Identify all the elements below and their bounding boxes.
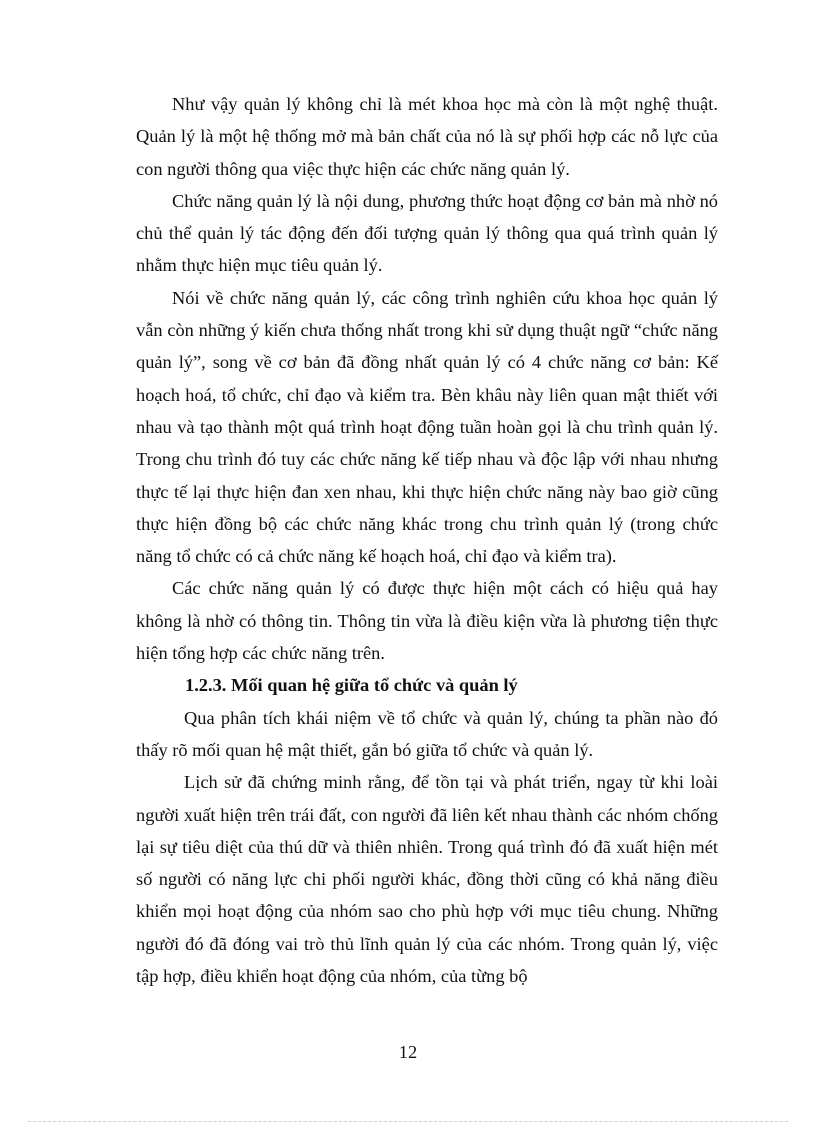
paragraph-information-role: Các chức năng quản lý có được thực hiện một cách có hiệu quả hay không là nhờ có thông tin. Thông tin vừa là điều kiện vừa là phương tiện thực hiện tổng hợp các chức năng trên.: [136, 578, 718, 664]
paragraph-management-functions-definition: Chức năng quản lý là nội dung, phương thức hoạt động cơ bản mà nhờ nó chủ thể quản lý tác động đến đối tượng quản lý thông qua quá trình quản lý nhằm thực hiện mục tiêu quản lý.: [136, 190, 718, 276]
paragraph-history: Lịch sử đã chứng minh rằng, để tồn tại và phát triển, ngay từ khi loài người xuất hiện trên trái đất, con người đã liên kết nhau thành các nhóm chống lại sự tiêu diệt của thú dữ và thiên nhiên. Trong quá trình đó đã xuất hiện mét số người có năng lực chi phối người khác, đồng thời cũng có khả năng điều khiển mọi hoạt động của nhóm sao cho phù hợp với mục tiêu chung. Những người đó đã đóng vai trò thủ lĩnh quản lý của các nhóm. Trong quản lý, việc tập hợp, điều khiển hoạt động của nhóm, của từng bộ: [136, 772, 718, 987]
section-heading-1-2-3: 1.2.3. Mối quan hệ giữa tổ chức và quản lý: [185, 675, 518, 696]
paragraph-management-art: Như vậy quản lý không chỉ là mét khoa học mà còn là một nghệ thuật. Quản lý là một hệ thống mở mà bản chất của nó là sự phối hợp các nỗ lực của con người thông qua việc thực hiện các chức năng quản lý.: [136, 94, 718, 179]
paragraph-four-functions: Nói về chức năng quản lý, các công trình nghiên cứu khoa học quản lý vẫn còn những ý kiến chưa thống nhất trong khi sử dụng thuật ngữ “chức năng quản lý”, song về cơ bản đã đồng nhất quản lý có 4 chức năng cơ bản: Kế hoạch hoá, tổ chức, chỉ đạo và kiểm tra. Bèn khâu này liên quan mật thiết với nhau và tạo thành một quá trình hoạt động tuần hoàn gọi là chu trình quản lý. Trong chu trình đó tuy các chức năng kế tiếp nhau và độc lập với nhau nhưng thực tế lại thực hiện đan xen nhau, khi thực hiện chức năng này bao giờ cũng thực hiện đồng bộ các chức năng khác trong chu trình quản lý (trong chức năng tổ chức có cả chức năng kế hoạch hoá, chỉ đạo và kiểm tra).: [136, 287, 718, 567]
page-number: 12: [398, 1042, 418, 1062]
document-page: [136, 88, 718, 992]
paragraph-relationship-intro: Qua phân tích khái niệm về tổ chức và quản lý, chúng ta phần nào đó thấy rõ mối quan hệ mật thiết, gắn bó giữa tổ chức và quản lý.: [136, 707, 718, 760]
page-bottom-divider: [28, 1121, 788, 1122]
